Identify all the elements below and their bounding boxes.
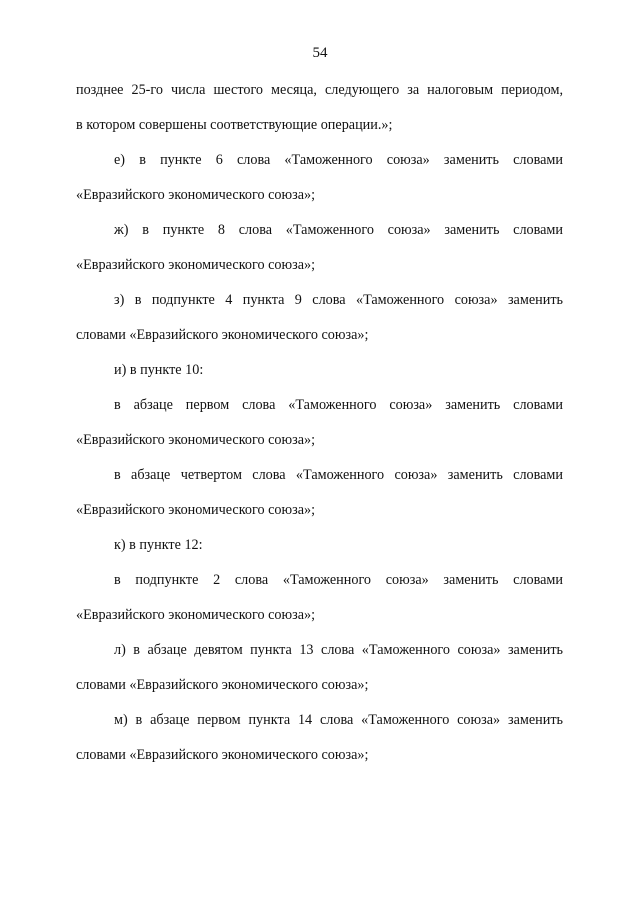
text-line: «Евразийского экономического союза»;	[76, 607, 316, 623]
text-line: в подпункте 2 слова «Таможенного союза» заменить словами	[114, 572, 563, 588]
text-line: в абзаце первом слова «Таможенного союза» заменить словами	[114, 397, 563, 413]
text-line: в абзаце четвертом слова «Таможенного союза» заменить словами	[114, 467, 563, 483]
text-line: е) в пункте 6 слова «Таможенного союза» заменить словами	[114, 152, 563, 168]
text-line: словами «Евразийского экономического союза»;	[76, 747, 369, 763]
text-line: и) в пункте 10:	[114, 362, 204, 378]
text-line: словами «Евразийского экономического союза»;	[76, 327, 369, 343]
text-line: ж) в пункте 8 слова «Таможенного союза» заменить словами	[114, 222, 563, 238]
text-line: словами «Евразийского экономического союза»;	[76, 677, 369, 693]
text-line: м) в абзаце первом пункта 14 слова «Таможенного союза» заменить	[114, 712, 563, 728]
text-line: позднее 25-го числа шестого месяца, следующего за налоговым периодом,	[76, 82, 563, 98]
document-body	[76, 82, 563, 764]
text-line: в котором совершены соответствующие операции.»;	[76, 117, 393, 133]
text-line: «Евразийского экономического союза»;	[76, 187, 316, 203]
text-line: «Евразийского экономического союза»;	[76, 257, 316, 273]
text-line: з) в подпункте 4 пункта 9 слова «Таможенного союза» заменить	[114, 292, 563, 308]
text-line: к) в пункте 12:	[114, 537, 203, 553]
text-line: «Евразийского экономического союза»;	[76, 432, 316, 448]
page-number: 54	[312, 45, 328, 61]
text-line: л) в абзаце девятом пункта 13 слова «Таможенного союза» заменить	[114, 642, 563, 658]
text-line: «Евразийского экономического союза»;	[76, 502, 316, 518]
